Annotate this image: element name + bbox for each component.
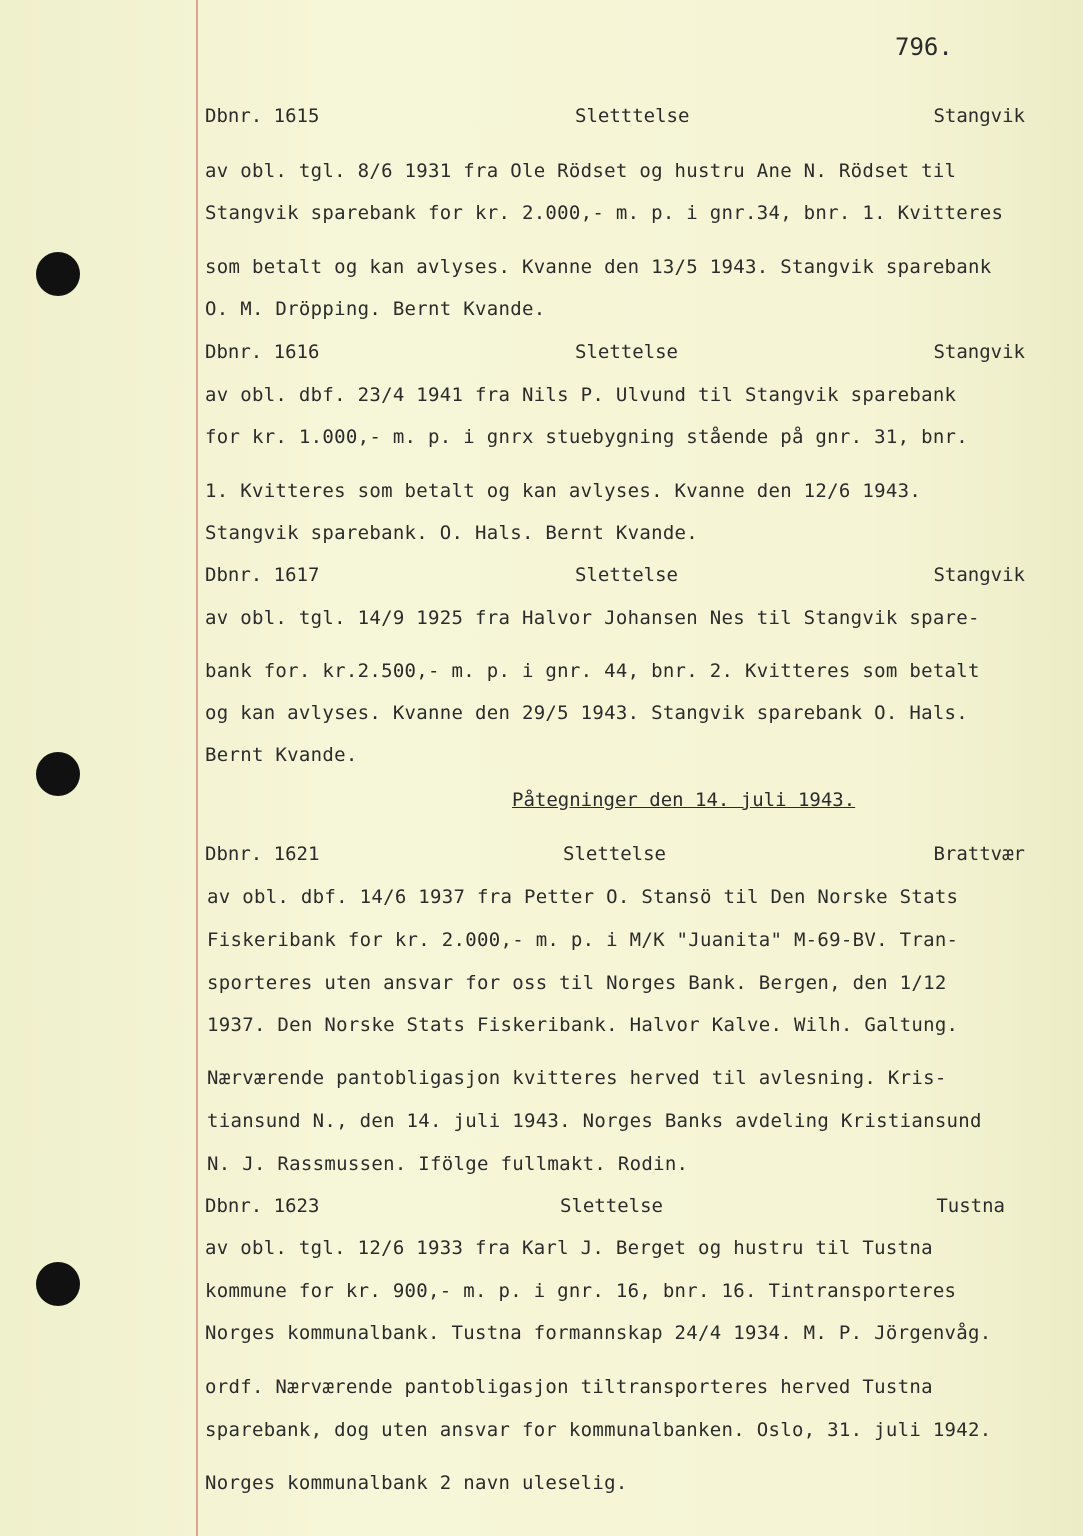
entry-line: av obl. tgl. 12/6 1933 fra Karl J. Berget og hustru til Tustna bbox=[205, 1237, 933, 1259]
entry-line: av obl. tgl. 14/9 1925 fra Halvor Johansen Nes til Stangvik spare- bbox=[205, 607, 980, 629]
margin-rule bbox=[196, 0, 198, 1536]
entry-line: 1. Kvitteres som betalt og kan avlyses. Kvanne den 12/6 1943. bbox=[205, 480, 922, 502]
entry-place: Stangvik bbox=[933, 341, 1025, 363]
entry-number: Dbnr. 1616 bbox=[205, 341, 320, 363]
entry-header bbox=[205, 1195, 1025, 1221]
page-number: 796. bbox=[895, 33, 953, 61]
punch-hole bbox=[36, 752, 80, 796]
entry-line: Stangvik sparebank for kr. 2.000,- m. p. i gnr.34, bnr. 1. Kvitteres bbox=[205, 202, 1004, 224]
entry-type: Slettelse bbox=[563, 843, 666, 865]
entry-line: bank for. kr.2.500,- m. p. i gnr. 44, bnr. 2. Kvitteres som betalt bbox=[205, 660, 980, 682]
entry-type: Slettelse bbox=[575, 341, 678, 363]
entry-line: ordf. Nærværende pantobligasjon tiltransporteres herved Tustna bbox=[205, 1376, 933, 1398]
entry-line: tiansund N., den 14. juli 1943. Norges Banks avdeling Kristiansund bbox=[207, 1110, 982, 1132]
entry-line: Bernt Kvande. bbox=[205, 744, 358, 766]
punch-hole bbox=[36, 252, 80, 296]
entry-line: for kr. 1.000,- m. p. i gnrx stuebygning stående på gnr. 31, bnr. bbox=[205, 426, 969, 448]
entry-line: som betalt og kan avlyses. Kvanne den 13/5 1943. Stangvik sparebank bbox=[205, 256, 992, 278]
entry-number: Dbnr. 1623 bbox=[205, 1195, 320, 1217]
entry-line: sparebank, dog uten ansvar for kommunalbanken. Oslo, 31. juli 1942. bbox=[205, 1419, 992, 1441]
entry-line: og kan avlyses. Kvanne den 29/5 1943. Stangvik sparebank O. Hals. bbox=[205, 702, 969, 724]
entry-header bbox=[205, 105, 1025, 131]
entry-line: O. M. Dröpping. Bernt Kvande. bbox=[205, 298, 546, 320]
entry-type: Slettelse bbox=[575, 564, 678, 586]
entry-place: Brattvær bbox=[933, 843, 1025, 865]
punch-hole bbox=[36, 1262, 80, 1306]
entry-number: Dbnr. 1615 bbox=[205, 105, 320, 127]
entry-line: sporteres uten ansvar for oss til Norges Bank. Bergen, den 1/12 bbox=[207, 972, 947, 994]
entry-line: 1937. Den Norske Stats Fiskeribank. Halvor Kalve. Wilh. Galtung. bbox=[207, 1014, 959, 1036]
entry-type: Sletttelse bbox=[575, 105, 690, 127]
entry-place: Stangvik bbox=[933, 105, 1025, 127]
entry-number: Dbnr. 1617 bbox=[205, 564, 320, 586]
entry-header bbox=[205, 564, 1025, 590]
entry-line: av obl. dbf. 23/4 1941 fra Nils P. Ulvund til Stangvik sparebank bbox=[205, 384, 957, 406]
entry-line: Stangvik sparebank. O. Hals. Bernt Kvande. bbox=[205, 522, 699, 544]
entry-line: Nærværende pantobligasjon kvitteres herved til avlesning. Kris- bbox=[207, 1067, 947, 1089]
entry-line: Norges kommunalbank 2 navn uleselig. bbox=[205, 1472, 628, 1494]
entry-header bbox=[205, 341, 1025, 367]
entry-line: av obl. tgl. 8/6 1931 fra Ole Rödset og hustru Ane N. Rödset til bbox=[205, 160, 957, 182]
entry-type: Slettelse bbox=[560, 1195, 663, 1217]
entry-place: Tustna bbox=[936, 1195, 1005, 1217]
section-heading: Påtegninger den 14. juli 1943. bbox=[512, 789, 856, 811]
entry-line: N. J. Rassmussen. Ifölge fullmakt. Rodin. bbox=[207, 1153, 689, 1175]
entry-place: Stangvik bbox=[933, 564, 1025, 586]
entry-line: Fiskeribank for kr. 2.000,- m. p. i M/K "Juanita" M-69-BV. Tran- bbox=[207, 929, 959, 951]
entry-header bbox=[205, 843, 1025, 869]
entry-line: kommune for kr. 900,- m. p. i gnr. 16, bnr. 16. Tintransporteres bbox=[205, 1280, 957, 1302]
entry-line: Norges kommunalbank. Tustna formannskap 24/4 1934. M. P. Jörgenvåg. bbox=[205, 1322, 992, 1344]
entry-number: Dbnr. 1621 bbox=[205, 843, 320, 865]
entry-line: av obl. dbf. 14/6 1937 fra Petter O. Stansö til Den Norske Stats bbox=[207, 886, 959, 908]
